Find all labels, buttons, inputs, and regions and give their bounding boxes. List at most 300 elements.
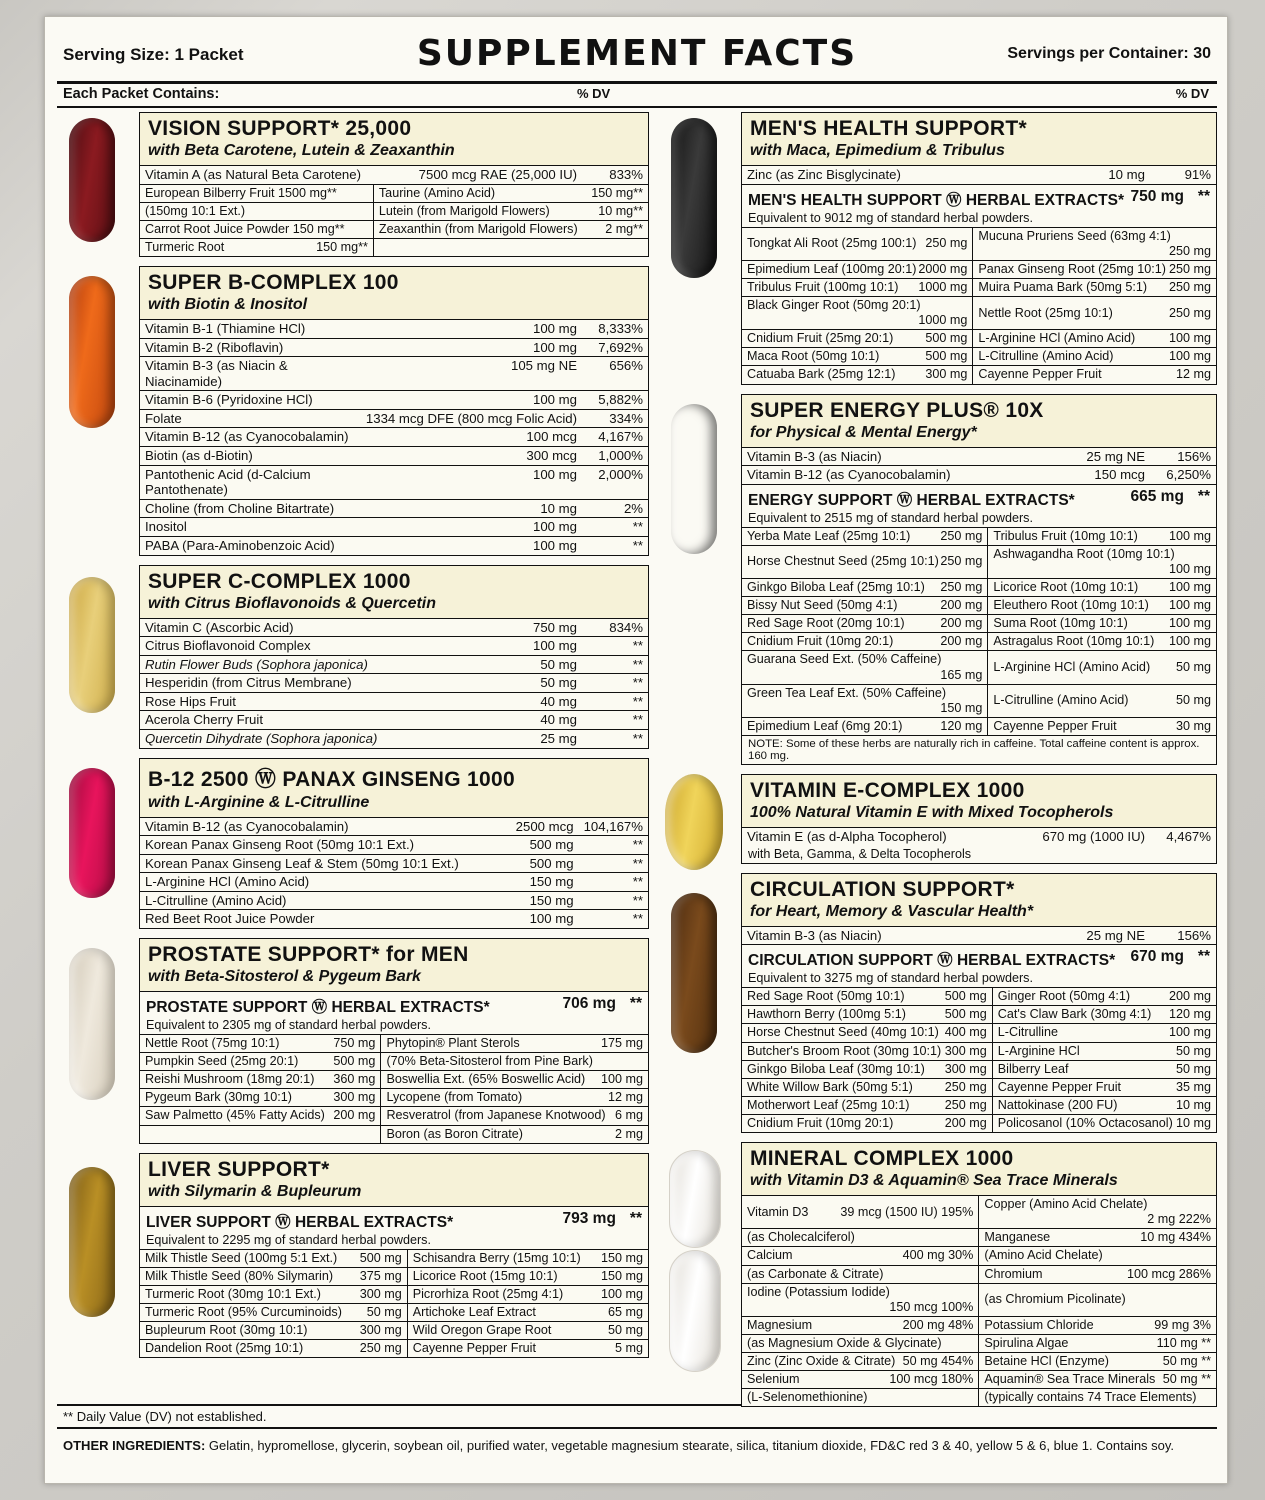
- section-prostate-support: [57, 938, 649, 1144]
- grid-cell: Lutein (from Marigold Flowers) 10 mg**: [373, 202, 648, 220]
- grid-cell: Milk Thistle Seed (80% Silymarin) 375 mg: [140, 1267, 407, 1285]
- table-row: [140, 320, 648, 338]
- grid-cell: Policosanol (10% Octacosanol) 10 mg: [997, 1115, 1211, 1130]
- grid-cell: Hawthorn Berry (100mg 5:1) 500 mg: [742, 1006, 992, 1024]
- grid-cell: (typically contains 74 Trace Elements): [984, 1390, 1197, 1405]
- table-row: [742, 1096, 1216, 1114]
- nutrient-dv: 4,167%: [582, 428, 648, 447]
- grid-cell: Horse Chestnut Seed (25mg 10:1) 250 mg: [742, 545, 988, 578]
- grid-cell: (L-Selenomethionine): [742, 1389, 979, 1407]
- nutrient-amount: 1334 mcg DFE (800 mcg Folic Acid): [361, 409, 582, 428]
- table-row: [742, 166, 1216, 184]
- table-row: [742, 717, 1216, 735]
- table-row: [140, 184, 648, 202]
- section-title: VITAMIN E-COMPLEX 1000: [750, 779, 1025, 803]
- table-row: [742, 260, 1216, 278]
- nutrient-amount: 100 mcg: [361, 428, 582, 447]
- nutrient-amount: 300 mcg: [361, 447, 582, 466]
- nutrient-amount: 40 mg: [501, 711, 582, 730]
- nutrient-table: [742, 448, 1216, 484]
- extract-title: ENERGY SUPPORT Ⓦ HERBAL EXTRACTS*: [748, 491, 1075, 509]
- grid-cell: Cayenne Pepper Fruit 12 mg: [978, 367, 1211, 382]
- grid-cell: Red Sage Root (50mg 10:1) 500 mg: [742, 988, 992, 1006]
- columns: [57, 112, 1217, 1405]
- table-row: [140, 1071, 648, 1089]
- grid-cell: L-Arginine HCl 50 mg: [992, 1042, 1216, 1060]
- table-row: [140, 238, 648, 256]
- table-row: [742, 1060, 1216, 1078]
- dv-header-left: % DV: [577, 86, 611, 101]
- extract-grid: [742, 227, 1216, 384]
- table-row: [140, 655, 648, 674]
- nutrient-dv: **: [582, 692, 648, 711]
- nutrient-amount: 100 mg: [529, 911, 574, 927]
- table-row: [742, 1229, 1216, 1247]
- table-row: [742, 227, 1216, 260]
- nutrient-name: Vitamin B-6 (Pyridoxine HCl): [140, 391, 361, 410]
- serving-size: Serving Size: 1 Packet: [63, 45, 244, 64]
- nutrient-dv: 2%: [582, 499, 648, 518]
- extract-title: CIRCULATION SUPPORT Ⓦ HERBAL EXTRACTS*: [748, 952, 1116, 970]
- nutrient-dv: **: [579, 891, 648, 910]
- servings-per-container: Servings per Container: 30: [1007, 45, 1211, 62]
- section-subtitle: with Beta-Sitosterol & Pygeum Bark: [148, 968, 421, 986]
- section-super-energy-plus: [659, 394, 1217, 765]
- grid-cell: Reishi Mushroom (18mg 20:1) 360 mg: [140, 1071, 381, 1089]
- grid-cell: Red Sage Root (20mg 10:1) 200 mg: [742, 615, 988, 633]
- section-subtitle: for Physical & Mental Energy*: [750, 423, 977, 441]
- section-title: PROSTATE SUPPORT* for MEN: [148, 943, 469, 967]
- grid-cell: (70% Beta-Sitosterol from Pine Bark): [381, 1053, 648, 1071]
- extract-amount: 670 mg: [1130, 948, 1184, 966]
- section-subtitle: with Vitamin D3 & Aquamin® Sea Trace Minerals: [750, 1172, 1118, 1190]
- grid-cell: Cayenne Pepper Fruit 5 mg: [412, 1341, 643, 1356]
- grid-cell: Motherwort Leaf (25mg 10:1) 250 mg: [742, 1096, 992, 1114]
- nutrient-amount: 500 mg: [503, 836, 579, 855]
- table-row: [742, 828, 1216, 846]
- nutrient-name: Inositol: [140, 518, 361, 537]
- grid-cell: (Amino Acid Chelate): [979, 1247, 1216, 1265]
- nutrient-name: Korean Panax Ginseng Leaf & Stem (50mg 10:1 Ext.): [140, 854, 503, 873]
- nutrient-name: Korean Panax Ginseng Root (50mg 10:1 Ext.): [140, 836, 503, 855]
- grid-cell: Yerba Mate Leaf (25mg 10:1) 250 mg: [742, 527, 988, 545]
- grid-cell: (as Magnesium Oxide & Glycinate): [742, 1334, 979, 1352]
- table-row: [742, 1024, 1216, 1042]
- table-row: [140, 1249, 648, 1267]
- grid-cell: Cnidium Fruit (25mg 20:1) 500 mg: [742, 330, 973, 348]
- section-subtitle: for Heart, Memory & Vascular Health*: [750, 902, 1034, 920]
- nutrient-dv: **: [579, 836, 648, 855]
- grid-cell: L-Citrulline (Amino Acid) 50 mg: [988, 684, 1216, 717]
- nutrient-dv: **: [632, 537, 643, 553]
- table-row: [140, 1304, 648, 1322]
- table-row: [742, 1196, 1216, 1229]
- extract-title: MEN'S HEALTH SUPPORT Ⓦ HERBAL EXTRACTS*: [748, 191, 1124, 209]
- nutrient-name: Hesperidin (from Citrus Membrane): [140, 674, 501, 693]
- grid-cell: (as Carbonate & Citrate): [742, 1265, 979, 1283]
- section-title: B-12 2500 Ⓦ PANAX GINSENG 1000: [148, 767, 515, 791]
- table-row: [140, 1285, 648, 1303]
- table-row: [140, 1322, 648, 1340]
- table-row: [140, 1267, 648, 1285]
- extract-equivalent: Equivalent to 2295 mg of standard herbal powders.: [146, 1232, 431, 1247]
- table-row: [140, 357, 648, 391]
- section-b12-panax-ginseng: [57, 758, 649, 929]
- grid-cell: Mucuna Pruriens Seed (63mg 4:1) 250 mg: [973, 227, 1216, 260]
- nutrient-dv: 7,692%: [582, 338, 648, 357]
- extract-amount: 665 mg: [1130, 487, 1184, 505]
- extract-dv: **: [1197, 187, 1210, 205]
- nutrient-name: Pantothenic Acid (d-Calcium Pantothenate): [140, 465, 361, 499]
- table-row: [742, 633, 1216, 651]
- nutrient-name: L-Arginine HCl (Amino Acid): [140, 873, 503, 892]
- extract-dv: **: [1197, 487, 1210, 505]
- grid-cell: Boron (as Boron Citrate) 2 mg: [386, 1126, 643, 1141]
- mineral-grid: [742, 1196, 1216, 1406]
- grid-cell: Lycopene (from Tomato) 12 mg: [381, 1089, 648, 1107]
- grid-cell: Ginger Root (50mg 4:1) 200 mg: [992, 988, 1216, 1006]
- nutrient-amount: 40 mg: [501, 692, 582, 711]
- table-row: [140, 166, 648, 184]
- extract-dv: **: [629, 995, 642, 1013]
- nutrient-dv: 104,167%: [579, 818, 648, 836]
- grid-cell: Tribulus Fruit (100mg 10:1) 1000 mg: [742, 278, 973, 296]
- grid-cell: Licorice Root (10mg 10:1) 100 mg: [988, 579, 1216, 597]
- grid-cell: Cayenne Pepper Fruit 35 mg: [992, 1078, 1216, 1096]
- grid-cell: Potassium Chloride 99 mg 3%: [979, 1316, 1216, 1334]
- nutrient-name: Zinc (as Zinc Bisglycinate): [747, 167, 901, 182]
- table-row: [140, 674, 648, 693]
- nutrient-amount: 100 mg: [361, 465, 582, 499]
- table-row: [140, 536, 648, 554]
- grid-cell: Suma Root (10mg 10:1) 100 mg: [988, 615, 1216, 633]
- grid-cell: Epimedium Leaf (6mg 20:1) 120 mg: [742, 717, 988, 735]
- dv-header-right: % DV: [1175, 86, 1209, 101]
- grid-cell: Maca Root (50mg 10:1) 500 mg: [742, 348, 973, 366]
- grid-cell: Pumpkin Seed (25mg 20:1) 500 mg: [140, 1053, 381, 1071]
- table-row: [140, 338, 648, 357]
- section-title: SUPER C-COMPLEX 1000: [148, 569, 411, 593]
- table-row: [140, 447, 648, 466]
- nutrient-amount: 50 mg: [501, 655, 582, 674]
- grid-cell: Magnesium 200 mg 48%: [742, 1316, 979, 1334]
- column-headers: [57, 84, 1217, 108]
- extract-title: PROSTATE SUPPORT Ⓦ HERBAL EXTRACTS*: [146, 999, 490, 1017]
- nutrient-table: [140, 619, 648, 748]
- extract-dv: **: [629, 1209, 642, 1227]
- grid-cell: Turmeric Root 150 mg**: [140, 238, 373, 256]
- grid-cell: (as Cholecalciferol): [742, 1229, 979, 1247]
- grid-cell: L-Citrulline (Amino Acid) 100 mg: [973, 348, 1216, 366]
- grid-cell: Picrorhiza Root (25mg 4:1) 100 mg: [407, 1285, 648, 1303]
- grid-cell: Wild Oregon Grape Root 50 mg: [407, 1322, 648, 1340]
- grid-cell: Panax Ginseng Root (25mg 10:1) 250 mg: [973, 260, 1216, 278]
- label-header: [57, 33, 1217, 84]
- table-row: [742, 527, 1216, 545]
- nutrient-name: Vitamin B-3 (as Niacin & Niacinamide): [140, 357, 361, 391]
- grid-cell: White Willow Bark (50mg 5:1) 250 mg: [742, 1078, 992, 1096]
- nutrient-amount: 150 mg: [503, 891, 579, 910]
- grid-cell: Cnidium Fruit (10mg 20:1) 200 mg: [742, 633, 988, 651]
- extract-title-row: [140, 992, 648, 1017]
- section-title: CIRCULATION SUPPORT*: [750, 877, 1015, 901]
- table-row: [742, 651, 1216, 684]
- nutrient-dv: 334%: [582, 409, 648, 428]
- grid-cell: Nettle Root (75mg 10:1) 750 mg: [140, 1035, 381, 1053]
- extract-title-row: [742, 484, 1216, 510]
- extract-equivalent: Equivalent to 2305 mg of standard herbal powders.: [146, 1018, 431, 1033]
- nutrient-amount: 25 mg NE: [1051, 448, 1150, 466]
- caffeine-note: NOTE: Some of these herbs are naturally rich in caffeine. Total caffeine content is approx. 160 mg.: [742, 735, 1216, 764]
- nutrient-dv: 6,250%: [1166, 467, 1211, 483]
- each-packet-label: Each Packet Contains:: [63, 86, 220, 102]
- nutrient-dv: 156%: [1150, 448, 1216, 466]
- grid-cell: Artichoke Leaf Extract 65 mg: [407, 1304, 648, 1322]
- table-row: [742, 1247, 1216, 1265]
- nutrient-dv: 833%: [609, 167, 643, 182]
- table-row: [140, 391, 648, 410]
- grid-cell: Eleuthero Root (10mg 10:1) 100 mg: [988, 597, 1216, 615]
- grid-cell: Turmeric Root (95% Curcuminoids) 50 mg: [140, 1304, 407, 1322]
- table-row: [742, 330, 1216, 348]
- nutrient-name: PABA (Para-Aminobenzoic Acid): [145, 537, 335, 553]
- nutrient-dv: **: [582, 674, 648, 693]
- table-row: [140, 409, 648, 428]
- grid-cell: Chromium 100 mcg 286%: [979, 1265, 1216, 1283]
- table-row: [140, 518, 648, 537]
- table-row: [742, 579, 1216, 597]
- grid-cell: Licorice Root (15mg 10:1) 150 mg: [407, 1267, 648, 1285]
- table-row: [140, 1107, 648, 1125]
- table-row: [742, 684, 1216, 717]
- grid-cell: Ashwagandha Root (10mg 10:1) 100 mg: [988, 545, 1216, 578]
- section-title: MEN'S HEALTH SUPPORT*: [750, 117, 1027, 140]
- nutrient-amount: 10 mg: [361, 499, 582, 518]
- nutrient-name: Vitamin B-1 (Thiamine HCl): [140, 320, 361, 338]
- section-subtitle: with Silymarin & Bupleurum: [148, 1182, 362, 1200]
- section-title: SUPER ENERGY PLUS® 10X: [750, 398, 1044, 422]
- extract-dv: **: [1197, 948, 1210, 966]
- grid-cell: Ginkgo Biloba Leaf (30mg 10:1) 300 mg: [742, 1060, 992, 1078]
- table-row: [742, 1371, 1216, 1389]
- nutrient-amount: 50 mg: [501, 674, 582, 693]
- extract-amount: 793 mg: [562, 1209, 616, 1227]
- nutrient-dv: **: [582, 637, 648, 656]
- table-row: [742, 297, 1216, 330]
- nutrient-amount: 10 mg: [1108, 167, 1145, 182]
- nutrient-amount: 105 mg NE: [361, 357, 582, 391]
- grid-cell: Tribulus Fruit (10mg 10:1) 100 mg: [988, 527, 1216, 545]
- grid-cell: Betaine HCl (Enzyme) 50 mg **: [979, 1353, 1216, 1371]
- extract-amount: 706 mg: [562, 995, 616, 1013]
- extract-equivalent: Equivalent to 3275 mg of standard herbal powders.: [748, 971, 1033, 986]
- section-super-c-complex: [57, 565, 649, 749]
- grid-cell: Bilberry Leaf 50 mg: [992, 1060, 1216, 1078]
- section-subtitle: with L-Arginine & L-Citrulline: [148, 793, 370, 811]
- extract-grid: [140, 1034, 648, 1143]
- nutrient-dv: 91%: [1184, 167, 1211, 182]
- table-row: [742, 466, 1216, 484]
- table-row: [742, 448, 1216, 466]
- grid-cell: Milk Thistle Seed (100mg 5:1 Ext.) 500 mg: [140, 1249, 407, 1267]
- nutrient-dv: 156%: [1177, 927, 1211, 943]
- nutrient-name: Vitamin B-2 (Riboflavin): [140, 338, 361, 357]
- grid-cell: [373, 238, 648, 256]
- table-row: [742, 1265, 1216, 1283]
- section-title: LIVER SUPPORT*: [148, 1157, 330, 1181]
- nutrient-dv: 8,333%: [582, 320, 648, 338]
- table-row: [742, 1042, 1216, 1060]
- grid-cell: Bupleurum Root (30mg 10:1) 300 mg: [140, 1322, 407, 1340]
- grid-cell: [140, 1125, 381, 1143]
- grid-cell: Boswellia Ext. (65% Boswellic Acid) 100 mg: [381, 1071, 648, 1089]
- table-row: [140, 818, 648, 836]
- vitamin-e-footer: with Beta, Gamma, & Delta Tocopherols: [748, 846, 972, 861]
- other-ingredients-text: Gelatin, hypromellose, glycerin, soybean oil, purified water, vegetable magnesium stearate, silica, titanium dioxide, FD&C red 3 & 40, yellow 5 & 6, blue 1. Contains soy.: [205, 1438, 1175, 1453]
- grid-cell: Carrot Root Juice Powder 150 mg**: [140, 220, 373, 238]
- grid-cell: Horse Chestnut Seed (40mg 10:1) 400 mg: [742, 1024, 992, 1042]
- nutrient-name: Acerola Cherry Fruit: [140, 711, 501, 730]
- nutrient-amount: 25 mg NE: [1086, 927, 1145, 943]
- table-row: [742, 1283, 1216, 1316]
- table-row: [140, 220, 648, 238]
- nutrient-amount: 100 mg: [361, 391, 582, 410]
- grid-cell: Aquamin® Sea Trace Minerals 50 mg **: [979, 1371, 1216, 1389]
- table-row: [742, 1078, 1216, 1096]
- table-row: [140, 1089, 648, 1107]
- grid-cell: Catuaba Bark (25mg 12:1) 300 mg: [742, 366, 973, 384]
- table-row: [140, 1340, 648, 1358]
- grid-cell: Nettle Root (25mg 10:1) 250 mg: [973, 297, 1216, 330]
- page-title: SUPPLEMENT FACTS: [416, 33, 858, 74]
- table-row: [140, 1035, 648, 1053]
- nutrient-table: [742, 828, 1216, 846]
- table-row: [140, 854, 648, 873]
- table-row: [742, 597, 1216, 615]
- nutrient-dv: **: [632, 911, 643, 927]
- table-row: [742, 366, 1216, 384]
- grid-cell: Tongkat Ali Root (25mg 100:1) 250 mg: [742, 227, 973, 260]
- grid-cell: Green Tea Leaf Ext. (50% Caffeine) 150 mg: [742, 684, 988, 717]
- grid-cell: Bissy Nut Seed (50mg 4:1) 200 mg: [742, 597, 988, 615]
- nutrient-name: L-Citrulline (Amino Acid): [140, 891, 503, 910]
- section-title: MINERAL COMPLEX 1000: [750, 1147, 1014, 1171]
- table-row: [140, 891, 648, 910]
- table-row: [140, 428, 648, 447]
- nutrient-table: [140, 320, 648, 555]
- section-circulation-support: [659, 873, 1217, 1133]
- grid-cell: Resveratrol (from Japanese Knotwood) 6 mg: [381, 1107, 648, 1125]
- nutrient-dv: **: [579, 854, 648, 873]
- grid-cell: Cnidium Fruit (10mg 20:1) 200 mg: [742, 1114, 992, 1132]
- nutrient-amount: 100 mg: [361, 518, 582, 537]
- nutrient-amount: 150 mcg: [1094, 467, 1145, 483]
- grid-cell: Manganese 10 mg 434%: [979, 1229, 1216, 1247]
- extract-title: LIVER SUPPORT Ⓦ HERBAL EXTRACTS*: [146, 1213, 454, 1231]
- extract-title-row: [140, 1207, 648, 1232]
- grid-cell: Schisandra Berry (15mg 10:1) 150 mg: [407, 1249, 648, 1267]
- table-row: [742, 1353, 1216, 1371]
- daily-value-footnote: ** Daily Value (DV) not established.: [57, 1404, 1217, 1429]
- section-subtitle: with Biotin & Inositol: [148, 296, 308, 314]
- grid-cell: L-Arginine HCl (Amino Acid) 50 mg: [988, 651, 1216, 684]
- nutrient-table: [140, 818, 648, 928]
- nutrient-dv: **: [579, 873, 648, 892]
- nutrient-name: Biotin (as d-Biotin): [140, 447, 361, 466]
- grid-cell: Astragalus Root (10mg 10:1) 100 mg: [988, 633, 1216, 651]
- nutrient-dv: 5,882%: [582, 391, 648, 410]
- nutrient-dv: 2,000%: [582, 465, 648, 499]
- table-row: [140, 1053, 648, 1071]
- section-liver-support: [57, 1153, 649, 1359]
- section-title: SUPER B-COMPLEX 100: [148, 271, 399, 295]
- grid-cell: Butcher's Broom Root (30mg 10:1) 300 mg: [742, 1042, 992, 1060]
- table-row: [742, 1389, 1216, 1407]
- table-row: [140, 711, 648, 730]
- grid-cell: Ginkgo Biloba Leaf (25mg 10:1) 250 mg: [742, 579, 988, 597]
- grid-cell: Phytopin® Plant Sterols 175 mg: [381, 1035, 648, 1053]
- nutrient-name: Vitamin C (Ascorbic Acid): [140, 619, 501, 637]
- nutrient-name: Vitamin B-12 (as Cyanocobalamin): [140, 818, 503, 836]
- nutrient-name: Red Beet Root Juice Powder: [145, 911, 315, 927]
- table-row: [140, 499, 648, 518]
- grid-cell: Spirulina Algae 110 mg **: [979, 1334, 1216, 1352]
- grid-cell: Iodine (Potassium Iodide) 150 mcg 100%: [742, 1283, 979, 1316]
- nutrient-amount: 25 mg: [540, 731, 577, 746]
- grid-cell: European Bilberry Fruit 1500 mg**: [140, 184, 373, 202]
- section-vision-support: [57, 112, 649, 257]
- extract-amount: 750 mg: [1130, 187, 1184, 205]
- table-row: [140, 202, 648, 220]
- grid-cell: Nattokinase (200 FU) 10 mg: [992, 1096, 1216, 1114]
- nutrient-name: Vitamin A (as Natural Beta Carotene): [145, 167, 361, 182]
- nutrient-amount: 100 mg: [361, 338, 582, 357]
- table-row: [742, 1334, 1216, 1352]
- grid-cell: Muira Puama Bark (50mg 5:1) 250 mg: [973, 278, 1216, 296]
- nutrient-amount: 150 mg: [503, 873, 579, 892]
- grid-cell: Cat's Claw Bark (30mg 4:1) 120 mg: [992, 1006, 1216, 1024]
- table-row: [140, 910, 648, 928]
- grid-cell: Zinc (Zinc Oxide & Citrate) 50 mg 454%: [742, 1353, 979, 1371]
- table-row: [742, 545, 1216, 578]
- section-subtitle: with Citrus Bioflavonoids & Quercetin: [148, 594, 437, 612]
- nutrient-dv: **: [632, 731, 643, 746]
- grid-cell: Cayenne Pepper Fruit 30 mg: [993, 718, 1211, 733]
- nutrient-amount: 7500 mcg RAE (25,000 IU): [418, 167, 577, 182]
- table-row: [140, 730, 648, 748]
- nutrient-name: Vitamin E (as d-Alpha Tocopherol): [747, 829, 947, 845]
- table-row: [742, 1114, 1216, 1132]
- nutrient-dv: **: [582, 711, 648, 730]
- left-column: [57, 112, 649, 1367]
- nutrient-name: Rutin Flower Buds (Sophora japonica): [140, 655, 501, 674]
- grid-cell: (150mg 10:1 Ext.): [140, 202, 373, 220]
- extract-grid: [742, 987, 1216, 1132]
- section-mens-health-support: [659, 112, 1217, 385]
- table-row: [140, 465, 648, 499]
- grid-cell: Pygeum Bark (30mg 10:1) 300 mg: [140, 1089, 381, 1107]
- nutrient-name: Vitamin B-3 (as Niacin): [742, 448, 1051, 466]
- nutrient-name: Vitamin B-12 (as Cyanocobalamin): [747, 467, 951, 483]
- nutrient-amount: 670 mg (1000 IU): [1042, 829, 1145, 845]
- table-row: [140, 1125, 648, 1143]
- section-title: VISION SUPPORT* 25,000: [148, 117, 412, 140]
- grid-cell: Copper (Amino Acid Chelate) 2 mg 222%: [979, 1196, 1216, 1229]
- table-row: [742, 1316, 1216, 1334]
- grid-cell: Calcium 400 mg 30%: [742, 1247, 979, 1265]
- nutrient-table: [742, 166, 1216, 184]
- grid-cell: Taurine (Amino Acid) 150 mg**: [373, 184, 648, 202]
